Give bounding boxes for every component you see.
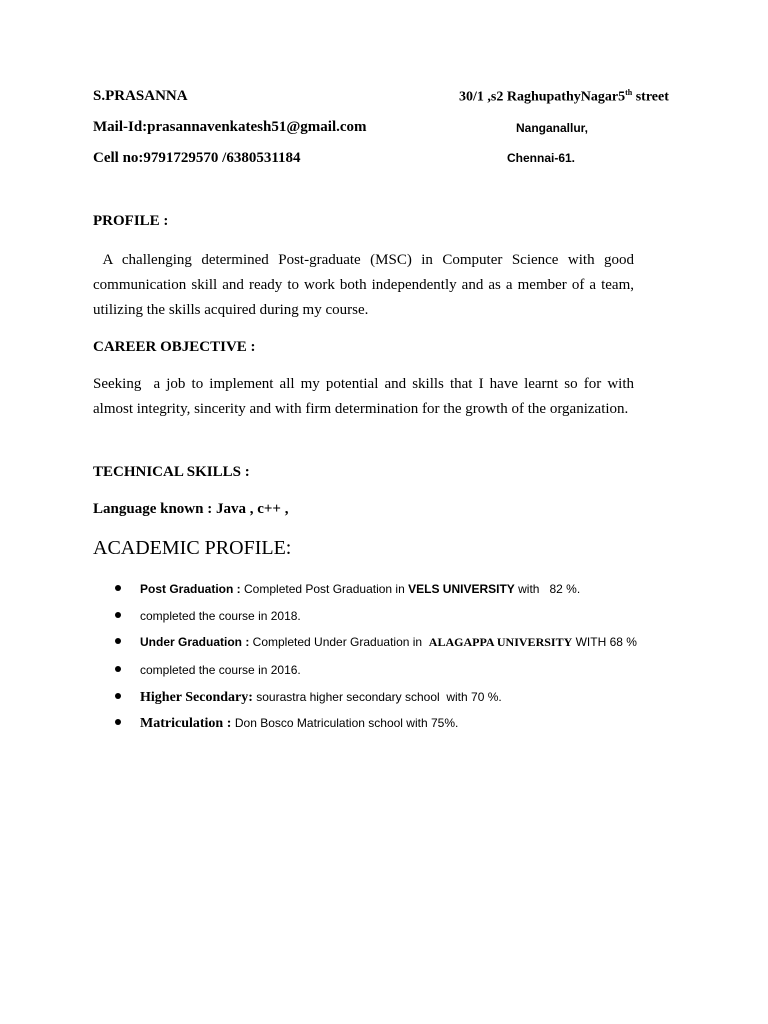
address-line-1 — [459, 88, 669, 106]
career-objective-text: Seeking a job to implement all my potential and skills that I have learnt so for with almost integrity, sincerity and with firm determination for the growth of the organization. — [93, 376, 638, 417]
address-line-2: Nanganallur, — [516, 121, 589, 135]
higher-secondary-text — [140, 684, 502, 711]
bullet-icon — [115, 585, 121, 591]
under-graduation-score: WITH 68 % — [572, 635, 637, 649]
ug-completion-text: completed the course in 2016. — [140, 663, 301, 677]
under-graduation-desc: Completed Under Graduation in — [252, 635, 429, 649]
post-graduation-score: with 82 %. — [514, 582, 581, 596]
profile-text: A challenging determined Post-graduate (MSC) in Computer Science with good communication skill and ready to work both independently and as a member of a team, utilizing the skills acquired during my course. — [93, 252, 638, 318]
career-objective-heading: CAREER OBJECTIVE : — [93, 339, 256, 355]
matriculation-text — [140, 710, 458, 737]
languages-known: Language known : Java , c++ , — [93, 501, 289, 517]
higher-secondary-desc: sourastra higher secondary school with 70 %. — [252, 689, 502, 704]
under-graduation-label: Under Graduation : — [140, 635, 253, 649]
post-graduation-label: Post Graduation : — [140, 582, 245, 596]
matriculation-label: Matriculation : — [140, 716, 235, 731]
academic-profile-heading: ACADEMIC PROFILE: — [93, 537, 292, 559]
post-graduation-desc: Completed Post Graduation in — [244, 582, 409, 596]
bullet-icon — [115, 638, 121, 644]
higher-secondary-label: Higher Secondary: — [140, 689, 253, 705]
under-graduation-institution: ALAGAPPA UNIVERSITY — [428, 635, 573, 649]
address-street-suffix: street — [632, 89, 669, 105]
phone-line: Cell no:9791729570 /6380531184 — [93, 150, 301, 166]
post-graduation-text — [140, 576, 580, 602]
bullet-icon — [115, 666, 121, 672]
pg-completion-text: completed the course in 2018. — [140, 608, 301, 623]
profile-heading: PROFILE : — [93, 213, 169, 229]
bullet-icon — [115, 693, 121, 699]
email-line: Mail-Id:prasannavenkatesh51@gmail.com — [93, 119, 367, 135]
address-ordinal-suffix: th — [625, 88, 633, 97]
matriculation-desc: Don Bosco Matriculation school with 75%. — [234, 716, 459, 730]
address-street-text: 30/1 ,s2 RaghupathyNagar5 — [459, 89, 626, 105]
post-graduation-institution: VELS UNIVERSITY — [408, 582, 515, 596]
under-graduation-text — [140, 629, 637, 655]
bullet-icon — [115, 719, 121, 725]
technical-skills-heading: TECHNICAL SKILLS : — [93, 464, 250, 480]
bullet-icon — [115, 612, 121, 618]
applicant-name: S.PRASANNA — [93, 88, 188, 104]
address-line-3: Chennai-61. — [507, 151, 576, 165]
